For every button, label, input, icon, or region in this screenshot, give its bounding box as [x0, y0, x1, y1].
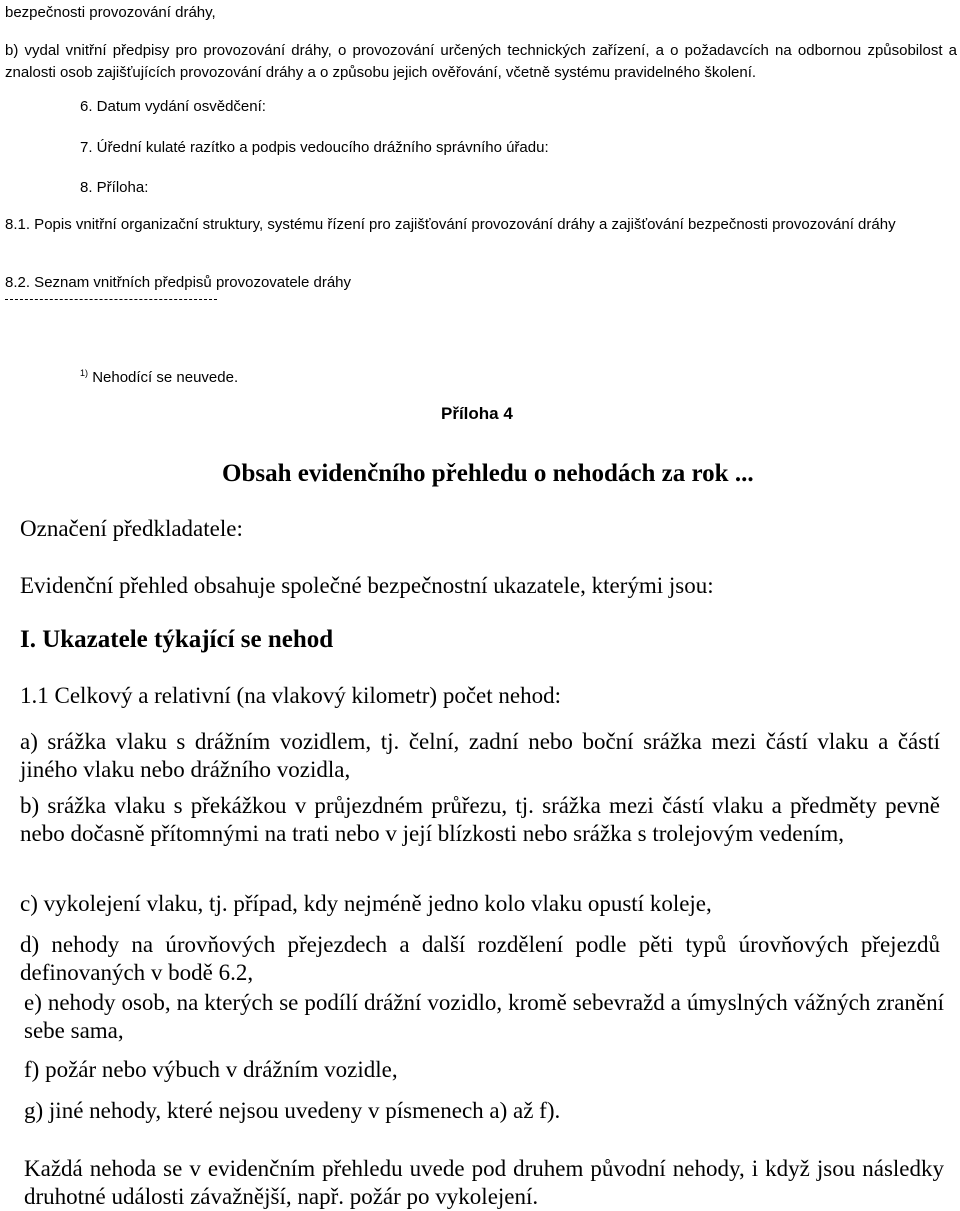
item-8-2-internal-regulations: 8.2. Seznam vnitřních předpisů provozovatele dráhy [5, 274, 352, 291]
item-7-stamp-signature: 7. Úřední kulaté razítko a podpis vedoucího drážního správního úřadu: [80, 139, 549, 156]
list-item-f: f) požár nebo výbuch v drážním vozidle, [24, 1057, 398, 1082]
list-item-c: c) vykolejení vlaku, tj. případ, kdy nejméně jedno kolo vlaku opustí koleje, [20, 891, 712, 916]
footnote [80, 368, 238, 386]
footnote-separator [5, 299, 217, 300]
list-item-b: b) srážka vlaku s překážkou v průjezdném průřezu, tj. srážka mezi částí vlaku a předměty pevně nebo dočasně přítomnými na trati nebo v její blízkosti nebo srážka s trolejovým vedením, [20, 793, 940, 846]
text-line-continuation: bezpečnosti provozování dráhy, [5, 4, 216, 21]
section-heading: I. Ukazatele týkající se nehod [20, 626, 334, 653]
annex-title: Obsah evidenčního přehledu o nehodách za rok ... [222, 460, 754, 487]
annex-label: Příloha 4 [441, 404, 513, 423]
intro-text: Evidenční přehled obsahuje společné bezpečnostní ukazatele, kterými jsou: [20, 573, 714, 598]
item-8-annex: 8. Příloha: [80, 179, 149, 196]
list-item-e: e) nehody osob, na kterých se podílí drážní vozidlo, kromě sebevražd a úmyslných vážných zranění sebe sama, [24, 990, 944, 1043]
footnote-mark: 1) [80, 368, 89, 378]
list-item-a: a) srážka vlaku s drážním vozidlem, tj. čelní, zadní nebo boční srážka mezi částí vlaku a částí jiného vlaku nebo drážního vozidla, [20, 729, 940, 782]
closing-paragraph: Každá nehoda se v evidenčním přehledu uvede pod druhem původní nehody, i když jsou následky druhotné události závažnější, např. požár po vykolejení. [24, 1156, 944, 1209]
item-6-issue-date: 6. Datum vydání osvědčení: [80, 98, 266, 115]
submitter-label: Označení předkladatele: [20, 516, 243, 541]
subsection-heading: 1.1 Celkový a relativní (na vlakový kilometr) počet nehod: [20, 683, 561, 708]
item-8-1-paragraph: 8.1. Popis vnitřní organizační struktury, systému řízení pro zajišťování provozování dráhy a zajišťování bezpečnosti provozování dráhy [5, 216, 896, 233]
footnote-text: Nehodící se neuvede. [92, 369, 239, 386]
item-b-paragraph: b) vydal vnitřní předpisy pro provozování dráhy, o provozování určených technických zařízení, a o požadavcích na odbornou způsobilost a znalosti osob zajišťujících provozování dráhy a o způsobu jejich ověřování, včetně systému pravidelného školení. [5, 42, 957, 81]
list-item-g: g) jiné nehody, které nejsou uvedeny v písmenech a) až f). [24, 1098, 561, 1123]
list-item-d: d) nehody na úrovňových přejezdech a další rozdělení podle pěti typů úrovňových přejezdů definovaných v bodě 6.2, [20, 932, 940, 985]
